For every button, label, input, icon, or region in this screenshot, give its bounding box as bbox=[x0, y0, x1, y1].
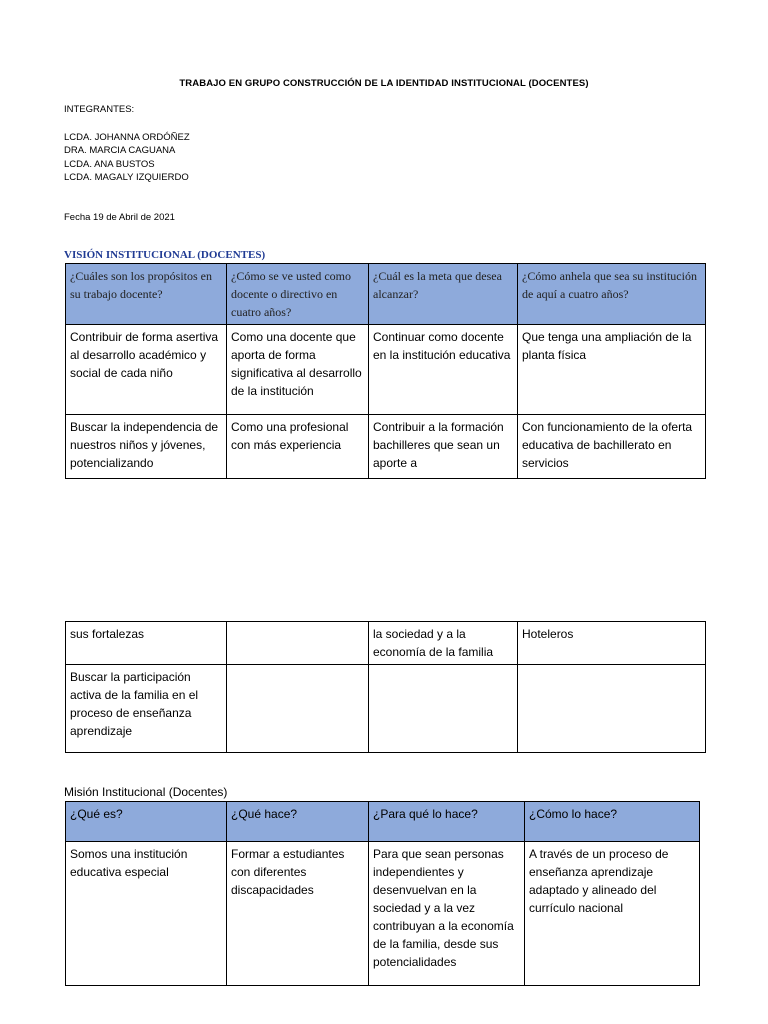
table-cell bbox=[369, 665, 518, 753]
vision-header-row bbox=[66, 264, 706, 325]
table-cell: Como una docente que aporta de forma significativa al desarrollo de la institución bbox=[227, 325, 369, 415]
table-cell: Con funcionamiento de la oferta educativa de bachillerato en servicios bbox=[518, 415, 706, 479]
table-cell bbox=[227, 622, 369, 665]
document-title: TRABAJO EN GRUPO CONSTRUCCIÓN DE LA IDENTIDAD INSTITUCIONAL (DOCENTES) bbox=[179, 78, 589, 89]
mission-header-cell: ¿Cómo lo hace? bbox=[525, 802, 700, 842]
members-label: INTEGRANTES: bbox=[64, 104, 135, 115]
vision-table bbox=[65, 263, 706, 479]
member-name: LCDA. JOHANNA ORDÓÑEZ bbox=[64, 132, 190, 143]
table-cell: Contribuir a la formación bachilleres que sean un aporte a bbox=[369, 415, 518, 479]
member-name: LCDA. MAGALY IZQUIERDO bbox=[64, 171, 189, 183]
table-cell: Buscar la participación activa de la familia en el proceso de enseñanza aprendizaje bbox=[66, 665, 227, 753]
member-name: DRA. MARCIA CAGUANA bbox=[64, 145, 176, 157]
document-date: Fecha 19 de Abril de 2021 bbox=[64, 212, 175, 223]
table-cell: Buscar la independencia de nuestros niños y jóvenes, potencializando bbox=[66, 415, 227, 479]
mission-header-cell: ¿Para qué lo hace? bbox=[369, 802, 525, 842]
vision-title: VISIÓN INSTITUCIONAL (DOCENTES) bbox=[64, 249, 266, 261]
table-cell: Para que sean personas independientes y desenvuelvan en la sociedad y a la vez contribuyan a la economía de la familia, desde sus potencialidades bbox=[369, 842, 525, 986]
mission-title: Misión Institucional (Docentes) bbox=[64, 785, 228, 799]
table-row bbox=[66, 622, 706, 665]
members-list bbox=[64, 131, 190, 184]
table-cell bbox=[227, 665, 369, 753]
table-cell: Formar a estudiantes con diferentes discapacidades bbox=[227, 842, 369, 986]
table-row bbox=[66, 415, 706, 479]
table-row bbox=[66, 842, 700, 986]
table-cell: Hoteleros bbox=[518, 622, 706, 665]
member-name: LCDA. ANA BUSTOS bbox=[64, 158, 155, 170]
vision-table-continued bbox=[65, 621, 706, 753]
table-row bbox=[66, 665, 706, 753]
vision-header-cell: ¿Cómo se ve usted como docente o directivo en cuatro años? bbox=[227, 264, 369, 325]
table-cell: la sociedad y a la economía de la familia bbox=[369, 622, 518, 665]
mission-header-cell: ¿Qué es? bbox=[66, 802, 227, 842]
vision-header-cell: ¿Cuál es la meta que desea alcanzar? bbox=[369, 264, 518, 325]
table-cell: Contribuir de forma asertiva al desarrollo académico y social de cada niño bbox=[66, 325, 227, 415]
mission-header-row bbox=[66, 802, 700, 842]
table-cell bbox=[518, 665, 706, 753]
table-cell: Somos una institución educativa especial bbox=[66, 842, 227, 986]
table-row bbox=[66, 325, 706, 415]
vision-header-cell: ¿Cuáles son los propósitos en su trabajo docente? bbox=[66, 264, 227, 325]
table-cell: sus fortalezas bbox=[66, 622, 227, 665]
mission-table bbox=[65, 801, 700, 986]
table-cell: Que tenga una ampliación de la planta física bbox=[518, 325, 706, 415]
table-cell: Como una profesional con más experiencia bbox=[227, 415, 369, 479]
mission-header-cell: ¿Qué hace? bbox=[227, 802, 369, 842]
table-cell: A través de un proceso de enseñanza aprendizaje adaptado y alineado del currículo nacional bbox=[525, 842, 700, 986]
vision-header-cell: ¿Cómo anhela que sea su institución de aquí a cuatro años? bbox=[518, 264, 706, 325]
table-cell: Continuar como docente en la institución educativa bbox=[369, 325, 518, 415]
